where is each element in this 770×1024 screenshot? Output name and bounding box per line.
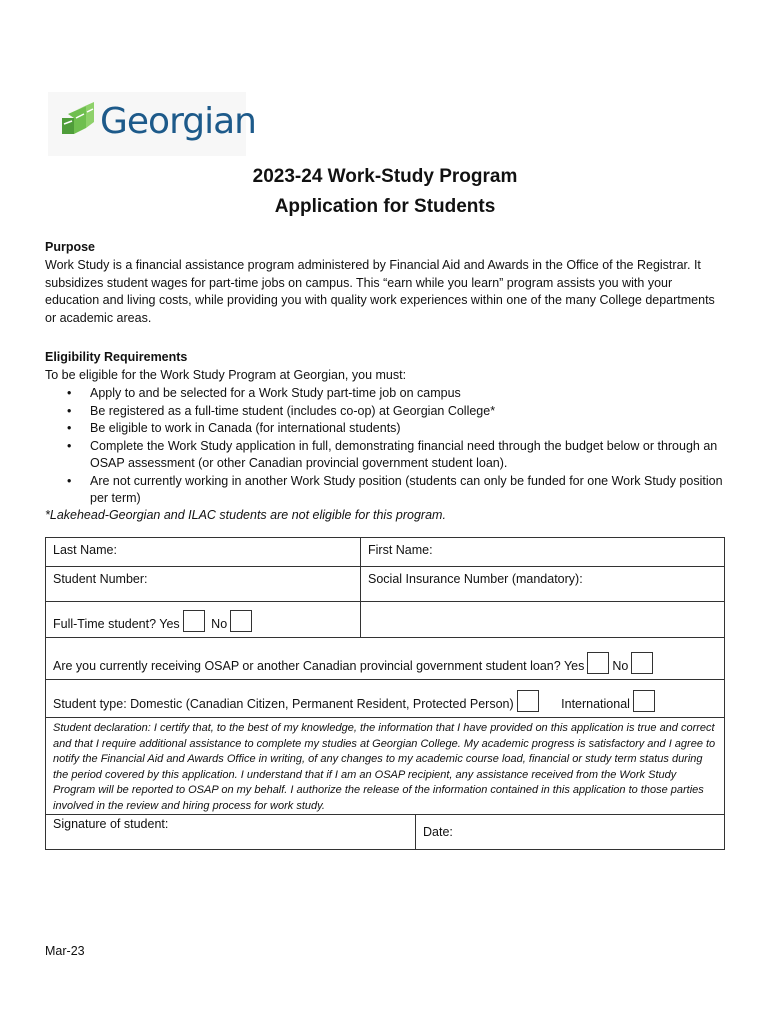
logo-mark-icon <box>60 100 100 140</box>
osap-row: Are you currently receiving OSAP or another Canadian provincial government student loan? Yes No <box>46 638 725 680</box>
date-field[interactable]: Date: <box>423 825 453 839</box>
first-name-field[interactable]: First Name: <box>361 538 725 567</box>
eligibility-list <box>45 385 725 508</box>
purpose-text: Work Study is a financial assistance program administered by Financial Aid and Awards in the Office of the Registrar. It subsidizes student wages for part-time jobs on campus. This “earn while you learn” program assists you with your education and living costs, while providing you with quality work experiences within one of the many College departments or academic areas. <box>45 258 715 325</box>
list-item: • Be registered as a full-time student (includes co-op) at Georgian College* <box>45 403 725 421</box>
international-checkbox[interactable] <box>633 690 655 712</box>
full-time-yes-checkbox[interactable] <box>183 610 205 632</box>
signature-field[interactable]: Signature of student: <box>46 815 416 849</box>
student-number-field[interactable]: Student Number: <box>46 567 361 602</box>
eligibility-note: *Lakehead-Georgian and ILAC students are not eligible for this program. <box>45 508 446 522</box>
eligibility-intro: To be eligible for the Work Study Program at Georgian, you must: <box>45 368 407 382</box>
sin-field[interactable]: Social Insurance Number (mandatory): <box>361 567 725 602</box>
list-item: • Complete the Work Study application in full, demonstrating financial need through the budget below or through an OSAP assessment (or other Canadian provincial government student loan). <box>45 438 725 473</box>
purpose-heading: Purpose <box>45 240 96 254</box>
student-declaration: Student declaration: I certify that, to the best of my knowledge, the information that I have provided on this application is true and correct and that I require additional assistance to complete my studies at Georgian College. My academic progress is satisfactory and I agree to notify the Financial Aid and Awards Office in writing, of any changes to my academic course load, financial or study term status during the period covered by this application. I understand that if I am an OSAP recipient, any assistance received from the Work Study Program will be reported to OSAP on my behalf. I authorize the release of the information contained in this application to those parties involved in the review and hiring process for work study. Signature of student: Date: <box>46 718 725 850</box>
footer-date: Mar-23 <box>45 944 85 958</box>
list-item: • Are not currently working in another Work Study position (students can only be funded for one Work Study position per term) <box>45 473 725 508</box>
logo-text: Georgian <box>100 101 256 142</box>
empty-cell <box>361 602 725 638</box>
full-time-row: Full-Time student? Yes No <box>46 602 361 638</box>
georgian-logo <box>48 92 256 156</box>
osap-yes-checkbox[interactable] <box>587 652 609 674</box>
last-name-field[interactable]: Last Name: <box>46 538 361 567</box>
domestic-checkbox[interactable] <box>517 690 539 712</box>
list-item: • Apply to and be selected for a Work Study part-time job on campus <box>45 385 725 403</box>
page-title: 2023-24 Work-Study Program <box>252 166 518 187</box>
page-subtitle: Application for Students <box>274 196 496 217</box>
eligibility-heading: Eligibility Requirements <box>45 350 188 364</box>
osap-no-checkbox[interactable] <box>631 652 653 674</box>
full-time-no-checkbox[interactable] <box>230 610 252 632</box>
application-form <box>45 537 725 850</box>
student-type-row: Student type: Domestic (Canadian Citizen, Permanent Resident, Protected Person) International <box>46 680 725 718</box>
list-item: • Be eligible to work in Canada (for international students) <box>45 420 725 438</box>
